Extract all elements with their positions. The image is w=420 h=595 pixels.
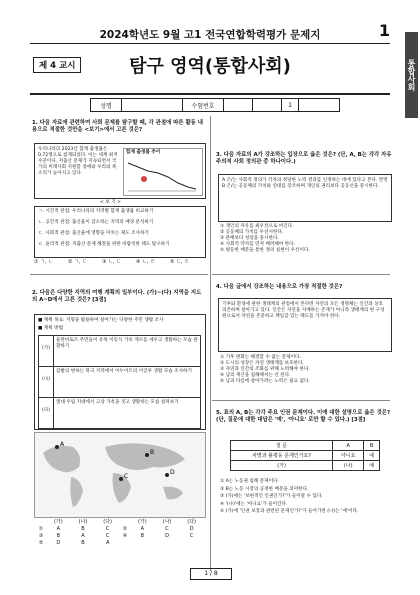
q2-answer-cell [120, 519, 130, 526]
q5-option[interactable]: ① A는 노동권 침해 문제이다. [220, 479, 279, 484]
q5-options [220, 478, 390, 516]
exam-title: 2024학년도 9월 고1 전국연합학력평가 문제지 [99, 29, 321, 41]
q1-answer-choice[interactable]: ① ㄱ, ㄴ [34, 259, 53, 265]
chart-title: 합계 출생률 추이 [126, 150, 161, 155]
q5-option[interactable]: ② B는 노동 시장의 공정한 배분을 의미한다. [220, 486, 309, 492]
q5-cell: 차별과 불평등 문제인가요? [231, 451, 333, 461]
exam-number-value: 1 [282, 99, 299, 111]
q2-answer-row [36, 519, 204, 526]
q3-option[interactable]: ⑤ 평등한 배분을 통한 정의 실현이 우선이다. [220, 248, 310, 253]
page-number: 1 [378, 21, 390, 40]
birth-rate-chart [123, 148, 203, 196]
q2-answer-grid [36, 519, 204, 547]
q4-option[interactable]: ④ 남의 재산을 침해해서는 안 된다. [220, 373, 291, 378]
q5-table-header [231, 441, 380, 451]
q2-answer-cell: C [105, 526, 110, 532]
q1-answer-choice[interactable]: ② ㄱ, ㄷ [68, 259, 87, 265]
q3-option[interactable]: ② 공동체의 가치를 우선시한다. [220, 230, 284, 235]
name-label: 성명 [91, 99, 122, 111]
q4-option[interactable]: ② 도시의 성장은 자연 생태계를 보호한다. [220, 361, 304, 366]
map-label: D [170, 469, 175, 476]
q1-answer-choice[interactable]: ⑤ ㄷ, ㄹ [170, 259, 189, 265]
q2-answer-cell: (나) [162, 519, 172, 525]
q2-answer-cell: (다) [187, 519, 197, 525]
subject-side-tab: 통합사회 [405, 32, 418, 118]
q5-stem: 5. 표의 A, B는 각각 주요 인권 문제이다. 이에 대한 설명으로 옳은 것은? (단, 질문에 대한 대답은 '예', '아니요' 로만 할 수 있다.) [3점] [216, 410, 391, 424]
q2-answer-cell [179, 540, 204, 547]
q2-row-label: (다) [39, 398, 54, 428]
q1-passage-box [34, 143, 206, 199]
subject-rule [30, 93, 390, 95]
q5-col-question: 질 문 [231, 441, 333, 451]
q2-answer-cell: A [140, 526, 145, 532]
q2-row-label: (가) [39, 336, 54, 366]
q2-answer-cell: (가) [137, 519, 147, 525]
q2-answer-row [36, 533, 204, 540]
q2-stem: 2. 다음은 다양한 지역의 여행 계획의 일부이다. (가)~(다) 지역을 지도의 A~D에서 고른 것은? [3점] [32, 290, 202, 304]
q4-options [220, 355, 390, 385]
q2-method: ■ 계획 방법 [38, 326, 64, 331]
name-field[interactable] [122, 99, 183, 111]
subject-title: 탐구 영역(통합사회) [129, 56, 291, 77]
footer-page-box: 1 / 8 [190, 568, 232, 580]
q5-cell: 예 [364, 451, 380, 461]
q2-answer-cell[interactable]: ③ [38, 533, 44, 539]
q1-option: ㄷ. 사회적 관점: 출산율에 영향을 미치는 제도 조사하기 [38, 231, 149, 236]
q1-options-box [34, 206, 206, 258]
q2-answer-cell: B [81, 540, 85, 546]
q3-stem: 3. 다음 자료의 A가 강조하는 입장으로 옳은 것은? (단, A, B는 각각 자유주의적 사회 정의관 중 하나이다.) [216, 152, 392, 166]
q5-cell: (나) [333, 461, 364, 471]
world-map-shapes [35, 433, 205, 517]
q2-answer-cell[interactable]: ② [122, 526, 128, 532]
q1-answer-choice[interactable]: ④ ㄴ, ㄹ [136, 259, 155, 265]
q1-option: ㄹ. 윤리적 관점: 저출산 문제 해결을 위한 바람직한 태도 탐구하기 [38, 242, 170, 247]
q2-row [38, 397, 201, 429]
q1-passage: 우리나라의 2023년 합계 출생률은 0.72명으로 집계되었다. 이는 세계 최저 수준이다. 저출산 문제가 지속되면서 국가의 미래사회 지원할 장애와 우리의 목소리가 높아지고 있다. [38, 147, 118, 176]
q5-col-a: A [333, 441, 364, 451]
q5-cell: 아니요 [333, 451, 364, 461]
q5-option[interactable]: ③ (가)에는 '보편적인 인권인가?'가 들어갈 수 있다. [220, 494, 323, 500]
q4-passage-box [218, 298, 392, 352]
chart-line [126, 157, 198, 193]
q2-answer-cell[interactable]: ⑤ [38, 540, 44, 546]
q2-answer-cell[interactable]: ④ [122, 533, 128, 539]
q2-answer-cell: C [165, 526, 169, 532]
q3-option[interactable]: ③ 분배보다 성장을 중시한다. [220, 236, 279, 241]
map-label: C [124, 473, 129, 480]
candidate-info-bar [90, 98, 340, 112]
q5-col-b: B [364, 441, 380, 451]
q5-cell: (가) [231, 461, 333, 471]
q3-options [220, 224, 390, 254]
header-rule [30, 43, 390, 44]
q1-option: ㄱ. 시간적 관점: 우리나라의 지역별 합계 출생률 비교하기 [38, 209, 154, 214]
q1-option: ㄴ. 공간적 관점: 출산율이 감소하는 지역의 배경 분석하기 [38, 220, 154, 225]
map-label: B [150, 449, 155, 456]
q2-answer-cell: B [140, 533, 145, 539]
q5-cell: 예 [364, 461, 380, 471]
q5-option[interactable]: ④ '(나)'에는 '아니요'가 들어간다. [220, 501, 288, 507]
q2-answer-cell: A [81, 533, 85, 539]
q2-answer-cell[interactable]: ① [38, 526, 44, 532]
q2-rows [38, 335, 201, 429]
q2-answer-cell: (나) [78, 519, 88, 525]
q1-answers [34, 259, 204, 266]
q4-passage: 기후와 환경에 관한 생태계의 관점에서 본다면 자연의 모든 생명체는 인간과 상호 의존하며 살아가고 있다. 인간은 자연을 지배하는 존재가 아니라 생태계의 한 구성원으로서 자연을 존중하고 책임감 있는 태도를 가져야 한다. [222, 302, 385, 319]
q2-answer-cell: (다) [103, 519, 113, 525]
q4-option[interactable]: ③ 자연과 인간의 조화를 위해 노력해야 한다. [220, 367, 310, 372]
q3-passage-box [218, 174, 392, 222]
q-separator [30, 274, 208, 275]
q2-row [38, 366, 201, 397]
q5-table [230, 440, 380, 471]
q2-row-label: (나) [39, 367, 54, 397]
column-divider [210, 116, 211, 571]
q4-option[interactable]: ① 기후 변화는 해결할 수 없는 문제이다. [220, 355, 301, 360]
q-separator [212, 274, 390, 275]
q1-stem: 1. 다음 자료에 관련하여 사회 문제를 탐구할 때, 각 관점에 따른 활동 내용으로 적절한 것만을 <보기>에서 고른 것은? [32, 120, 203, 134]
q2-answer-cell [155, 540, 180, 547]
q2-intro: ■ 계획 목표: 지형을 활용하여 살아가는 다양한 주민 생활 조사 [38, 318, 164, 323]
q3-passage: A 은/는 사회적 정의가 각자의 정당한 노력 결과를 인정하는 데에 있다고 본다. 반면 B 은/는 공동체의 가치와 연대를 강조하며 개인의 권리보다 공동선을 중시한다. [222, 178, 388, 189]
q2-answer-cell [120, 540, 130, 547]
q2-plan-box [34, 314, 206, 430]
q2-row-text: 갑발의 변하는 북극 지역에서 이누이트의 이글루 생활 모습 조사하기 [56, 369, 192, 374]
q1-view-label: < 보 기 > [100, 200, 121, 205]
q1-answer-choice[interactable]: ③ ㄴ, ㄷ [102, 259, 121, 265]
q3-option[interactable]: ① 개인의 자유를 최우선으로 여긴다. [220, 224, 294, 229]
q4-option[interactable]: ⑤ 남과 다름에 살아가려는 노력은 필요 없다. [220, 379, 310, 384]
q2-answer-cell: C [189, 533, 194, 539]
q2-answer-cell: B [56, 533, 61, 539]
world-map [34, 432, 206, 518]
q2-answer-cell: B [81, 526, 85, 532]
q2-answer-cell [130, 540, 155, 547]
q5-option[interactable]: ⑤ (가)에 '인권 보장과 관련된 문제인가?'가 들어가면 (나)는 '예'이다. [220, 509, 359, 515]
q2-answer-cell: A [56, 526, 61, 532]
map-label: A [60, 441, 65, 448]
q-separator [212, 400, 390, 401]
q2-answer-cell: D [165, 533, 169, 539]
table-row [231, 451, 380, 461]
q2-answer-cell: D [56, 540, 61, 546]
session-label: 제 4 교시 [33, 57, 81, 73]
q3-option[interactable]: ④ 사회적 약자를 먼저 배려해야 한다. [220, 242, 296, 247]
q2-answer-cell: D [189, 526, 194, 532]
q2-answer-cell [36, 519, 46, 526]
table-row [231, 461, 380, 471]
q2-answer-cell: A [105, 540, 110, 546]
exam-number-box[interactable] [253, 99, 282, 111]
exam-number-label: 수험번호 [183, 99, 224, 111]
q2-answer-cell: (가) [53, 519, 63, 525]
q2-answer-cell: C [105, 533, 110, 539]
q2-row-text: 열대 우림 지대에서 고상 가옥을 짓고 생활하는 모습 살펴보기 [56, 400, 179, 405]
q4-stem: 4. 다음 글에서 강조하는 내용으로 가장 적절한 것은? [216, 284, 343, 290]
exam-number-box[interactable] [299, 99, 339, 111]
q2-row-text: 울란바토르 주민들이 유목 이동식 가옥 게르를 세우고 생활하는 모습 관찰하기 [56, 338, 198, 349]
q2-row [38, 335, 201, 366]
q2-answer-row [36, 540, 204, 547]
exam-number-box[interactable] [224, 99, 253, 111]
q2-answer-row [36, 526, 204, 533]
